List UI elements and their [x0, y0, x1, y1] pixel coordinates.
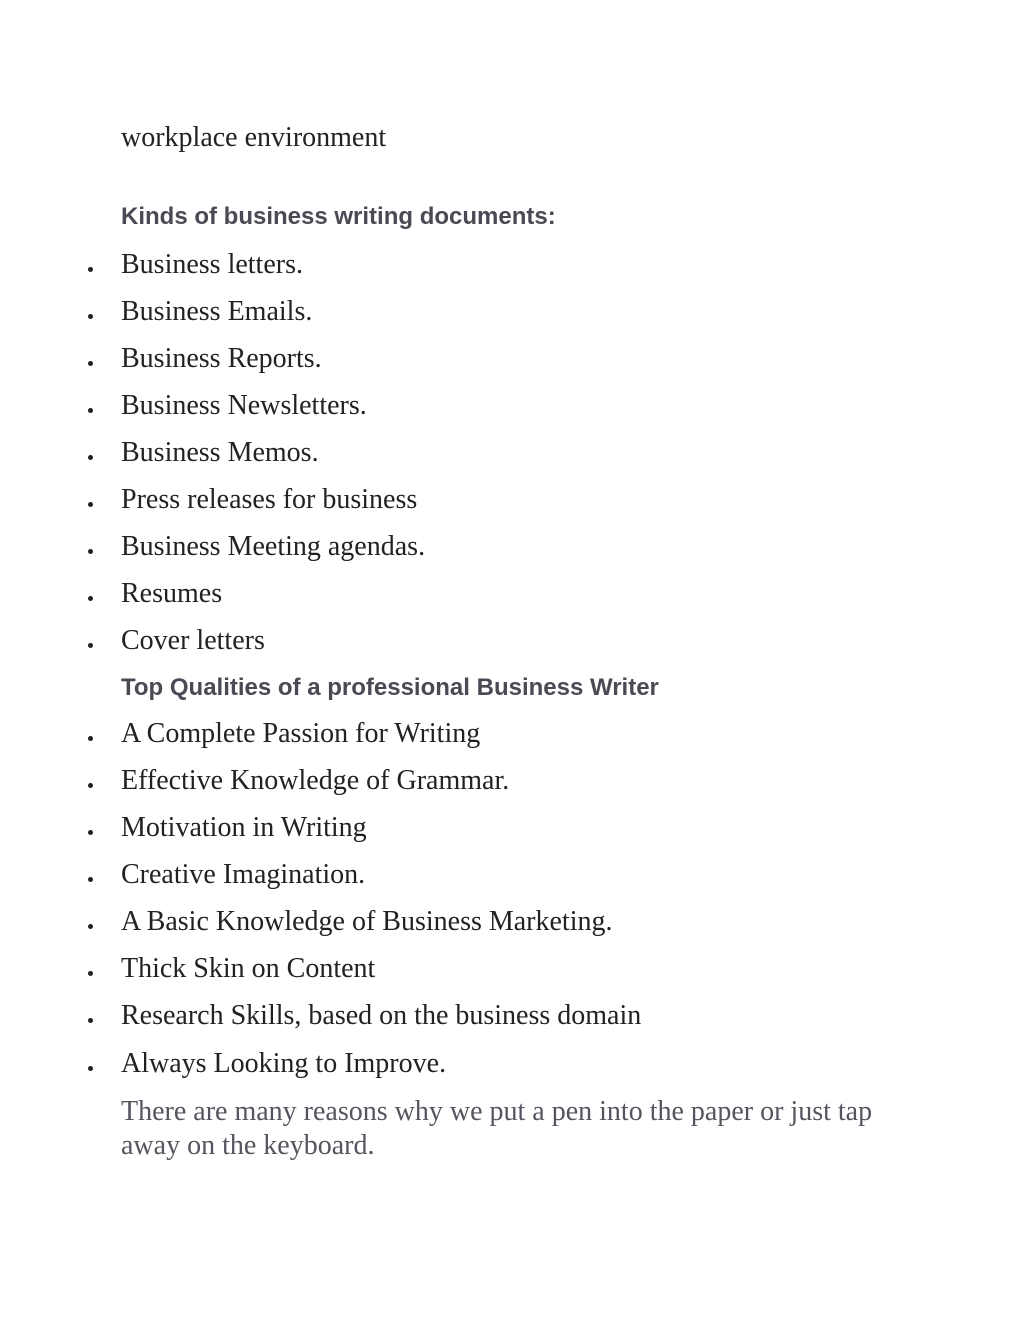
intro-fragment: workplace environment — [121, 122, 387, 153]
list-item-text: Thick Skin on Content — [121, 953, 376, 984]
list-item-text: Business Reports. — [121, 343, 322, 374]
list-item-text: Business Emails. — [121, 296, 313, 327]
bullet-icon — [88, 877, 93, 882]
list-item-text: Business Newsletters. — [121, 390, 367, 421]
bullet-icon — [88, 1066, 93, 1071]
list-item-text: Business Memos. — [121, 437, 319, 468]
list-item-text: Always Looking to Improve. — [121, 1048, 447, 1079]
list-item-text: Cover letters — [121, 625, 265, 656]
bullet-icon — [88, 267, 93, 272]
bullet-icon — [88, 830, 93, 835]
section-heading-document-kinds: Kinds of business writing documents: — [121, 203, 556, 230]
list-item-text: Resumes — [121, 578, 223, 609]
bullet-icon — [88, 643, 93, 648]
bullet-icon — [88, 314, 93, 319]
bullet-icon — [88, 549, 93, 554]
bullet-icon — [88, 924, 93, 929]
bullet-icon — [88, 736, 93, 741]
list-item-text: Motivation in Writing — [121, 812, 367, 843]
list-item-text: Effective Knowledge of Grammar. — [121, 765, 510, 796]
bullet-icon — [88, 455, 93, 460]
list-item-text: Creative Imagination. — [121, 859, 366, 890]
bullet-icon — [88, 783, 93, 788]
bullet-icon — [88, 1018, 93, 1023]
closing-paragraph: There are many reasons why we put a pen into the paper or just tap away on the keyboard. — [121, 1096, 873, 1161]
bullet-icon — [88, 408, 93, 413]
list-item-text: A Basic Knowledge of Business Marketing. — [121, 906, 613, 937]
bullet-icon — [88, 502, 93, 507]
section-heading-writer-qualities: Top Qualities of a professional Business Writer — [121, 674, 659, 701]
list-item-text: Press releases for business — [121, 484, 418, 515]
bullet-icon — [88, 361, 93, 366]
bullet-icon — [88, 971, 93, 976]
list-item-text: Business Meeting agendas. — [121, 531, 426, 562]
list-item-text: Business letters. — [121, 249, 303, 280]
list-item-text: A Complete Passion for Writing — [121, 718, 481, 749]
list-item-text: Research Skills, based on the business domain — [121, 1000, 642, 1031]
bullet-icon — [88, 596, 93, 601]
